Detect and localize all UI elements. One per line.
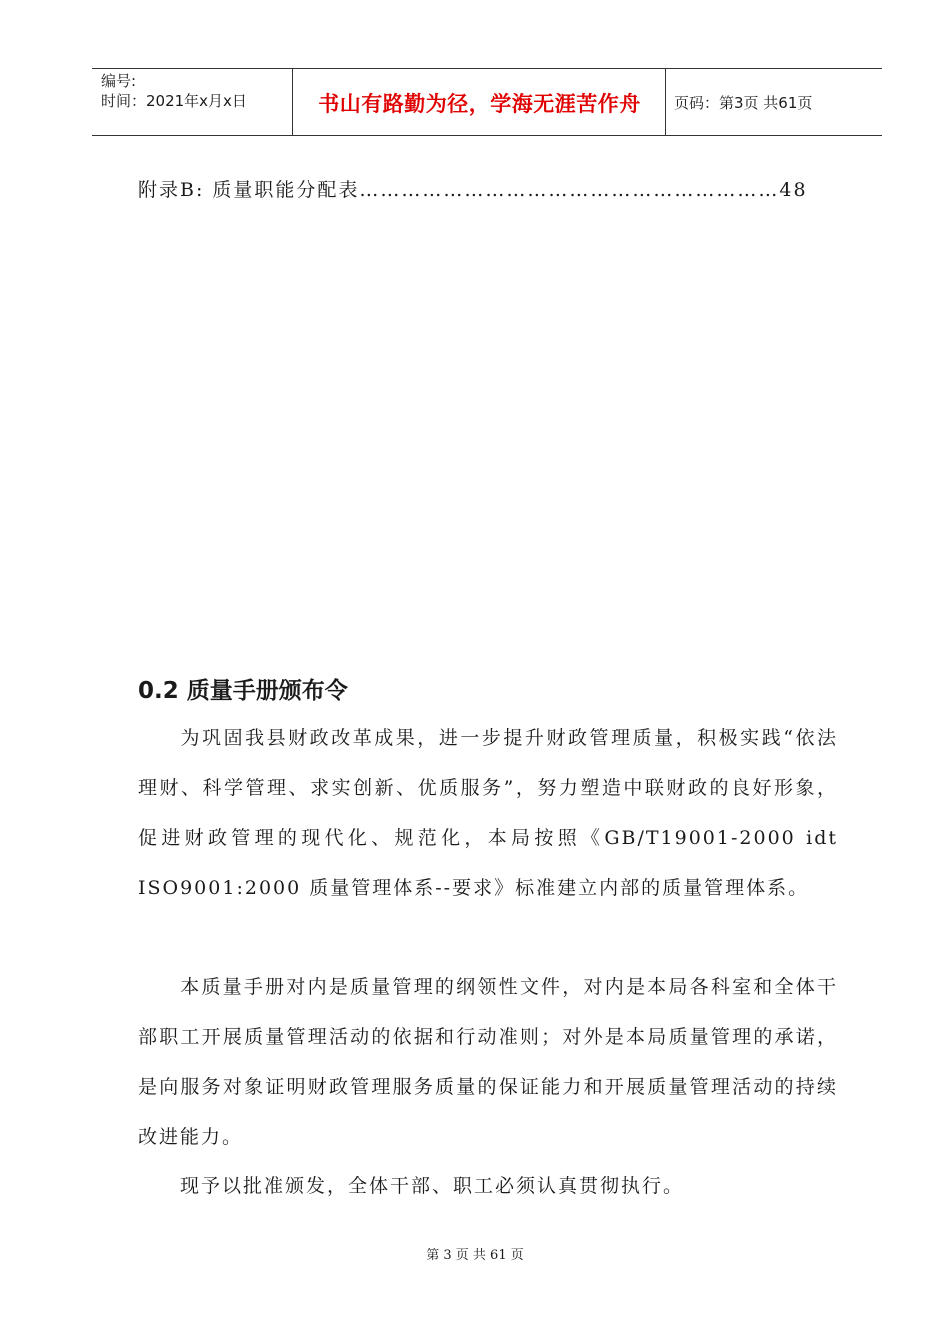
document-time-label: 时间：2021年x月x日 <box>101 92 247 110</box>
header-motto: 书山有路勤为径，学海无涯苦作舟 <box>318 92 641 116</box>
paragraph-1 <box>138 713 838 913</box>
paragraph-1-text: 为巩固我县财政改革成果，进一步提升财政管理质量，积极实践“依法理财、科学管理、求实创新、优质服务”，努力塑造中联财政的良好形象，促进财政管理的现代化、规范化，本局按照《GB/T19001-2000 idt ISO9001:2000 质量管理体系--要求》标准建立内部的质量管理体系。 <box>138 727 838 899</box>
document-number-label: 编号: <box>101 72 137 90</box>
paragraph-3-text: 现予以批准颁发，全体干部、职工必须认真贯彻执行。 <box>180 1175 685 1197</box>
header-bottom-rule <box>92 135 882 136</box>
header-info <box>101 71 247 111</box>
paragraph-3 <box>138 1161 838 1211</box>
paragraph-2-text: 本质量手册对内是质量管理的纲领性文件，对内是本局各科室和全体干部职工开展质量管理活动的依据和行动准则；对外是本局质量管理的承诺，是向服务对象证明财政管理服务质量的保证能力和开展质量管理活动的持续改进能力。 <box>138 976 838 1148</box>
toc-entry-appendix-b: 附录B: 质量职能分配表……………………………………………………48 <box>138 179 808 201</box>
header-page-indicator: 页码：第3页 共61页 <box>674 94 813 112</box>
header-top-rule <box>92 68 882 69</box>
page-footer: 第 3 页 共 61 页 <box>426 1248 524 1263</box>
section-title: 0.2 质量手册颁布令 <box>138 678 348 704</box>
paragraph-2 <box>138 962 838 1162</box>
